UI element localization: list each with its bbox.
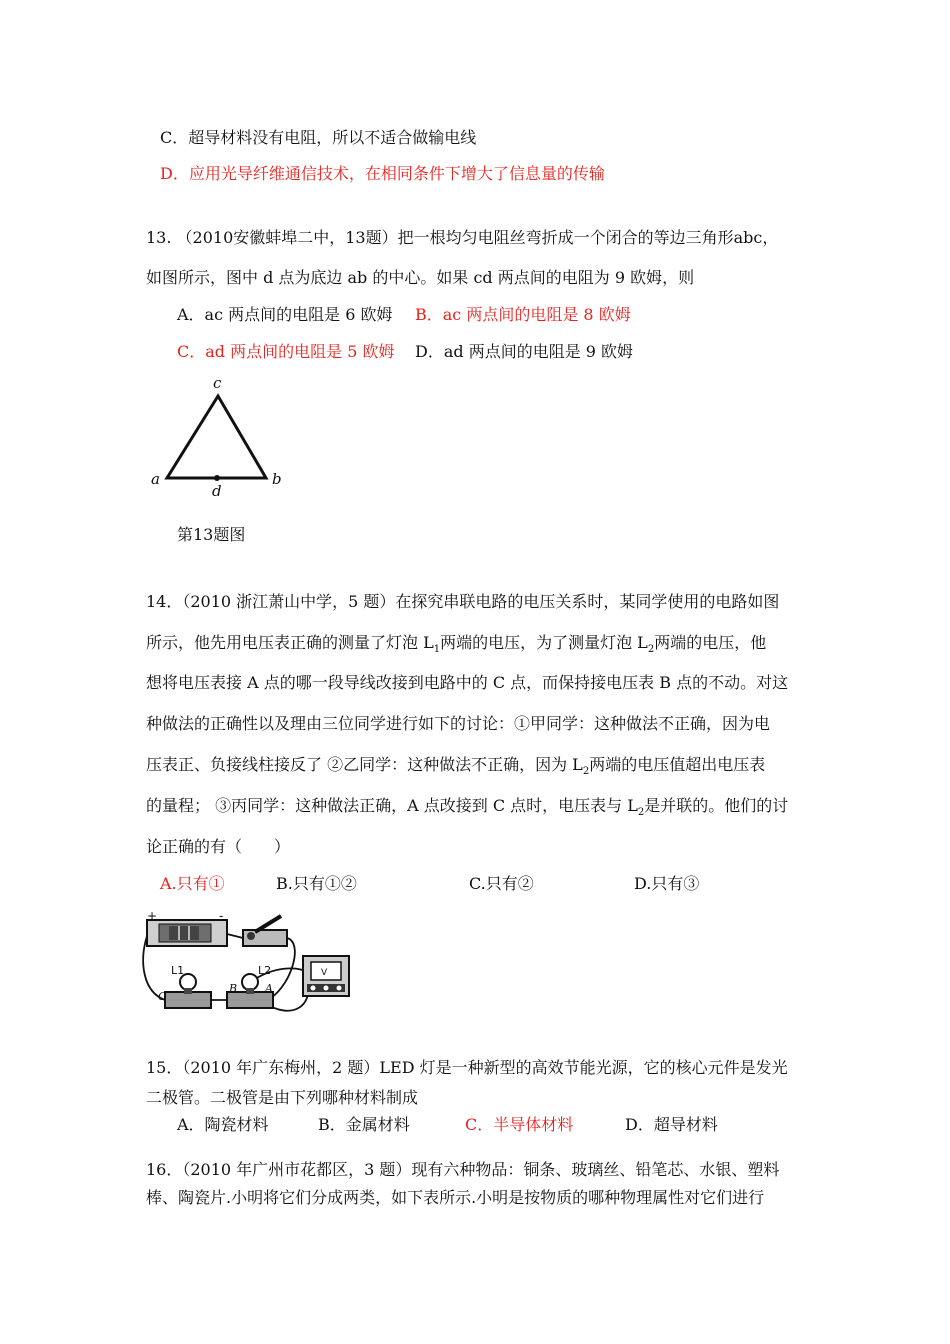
battery-plus-label: + <box>147 909 158 923</box>
bulb-l1-icon <box>165 974 211 1008</box>
q14-stem-line7: 论正确的有（ ） <box>146 837 291 856</box>
q14-option-a-answer: A.只有① <box>160 874 225 893</box>
q14-circuit-figure <box>143 909 355 1028</box>
q16-stem-line1: 16．（2010 年广州市花都区，3 题）现有六种物品：铜条、玻璃丝、铅笔芯、水银、塑料 <box>146 1160 780 1179</box>
battery-icon <box>147 920 227 946</box>
label-b: b <box>272 470 282 488</box>
point-d <box>214 475 220 481</box>
q14-option-b: B.只有①② <box>276 874 357 893</box>
q14-stem-line3: 想将电压表接 A 点的哪一段导线改接到电路中的 C 点，而保持接电压表 B 点的不动。对这 <box>146 673 789 692</box>
q13-option-d: D．ad 两点间的电阻是 9 欧姆 <box>415 342 634 361</box>
q15-option-c-answer: C．半导体材料 <box>465 1115 574 1134</box>
q15-stem-line2: 二极管。二极管是由下列哪种材料制成 <box>146 1088 419 1107</box>
q12-option-d-answer: D．应用光导纤维通信技术，在相同条件下增大了信息量的传输 <box>160 164 605 183</box>
q13-figure-caption: 第13题图 <box>177 525 246 544</box>
label-a: a <box>151 470 160 488</box>
q14-option-d: D.只有③ <box>634 874 700 893</box>
q13-stem-line1: 13. （2010安徽蚌埠二中，13题）把一根均匀电阻丝弯折成一个闭合的等边三角形abc， <box>146 228 779 247</box>
q15-option-b: B．金属材料 <box>318 1115 410 1134</box>
q13-option-c-answer: C．ad 两点间的电阻是 5 欧姆 <box>177 342 395 361</box>
q13-triangle-figure <box>145 372 285 502</box>
q14-stem-line2: 所示，他先用电压表正确的测量了灯泡 $L_1$两端的电压，为了测量灯泡 $L_2$两端的电压，他 <box>146 633 767 656</box>
label-point-b: B <box>229 982 238 995</box>
label-l1: L1 <box>171 964 185 977</box>
triangle-abc <box>167 396 266 478</box>
q15-option-d: D．超导材料 <box>625 1115 718 1134</box>
voltmeter-label: V <box>321 968 328 978</box>
q14-stem-line5: 压表正、负接线柱接反了 ②乙同学：这种做法不正确，因为 $L_2$两端的电压值超出电压表 <box>146 755 766 778</box>
q12-option-c: C．超导材料没有电阻，所以不适合做输电线 <box>160 128 477 147</box>
q14-stem-line6: 的量程； ③丙同学：这种做法正确，A 点改接到 C 点时，电压表与 $L_2$是并联的。他们的讨 <box>146 796 789 819</box>
q14-stem-line4: 种做法的正确性以及理由三位同学进行如下的讨论：①甲同学：这种做法不正确，因为电 <box>146 714 771 733</box>
q13-option-a: A．ac 两点间的电阻是 6 欧姆 <box>177 305 393 324</box>
label-d: d <box>212 482 222 500</box>
switch-icon <box>243 916 287 946</box>
label-l2: L2 <box>258 964 272 977</box>
q14-option-c: C.只有② <box>469 874 534 893</box>
q14-stem-line1: 14．（2010 浙江萧山中学，5 题）在探究串联电路的电压关系时，某同学使用的电路如图 <box>146 592 780 611</box>
label-point-c: C <box>158 990 167 1003</box>
label-c: c <box>213 374 222 392</box>
q15-stem-line1: 15．（2010 年广东梅州，2 题）LED 灯是一种新型的高效节能光源，它的核心元件是发光 <box>146 1058 788 1077</box>
q13-stem-line2: 如图所示，图中 d 点为底边 ab 的中心。如果 cd 两点间的电阻为 9 欧姆，则 <box>146 268 695 287</box>
label-point-a: A <box>265 982 273 995</box>
battery-minus-label: - <box>219 909 224 923</box>
q15-option-a: A．陶瓷材料 <box>177 1115 269 1134</box>
q13-option-b-answer: B．ac 两点间的电阻是 8 欧姆 <box>415 305 631 324</box>
q16-stem-line2: 棒、陶瓷片.小明将它们分成两类，如下表所示.小明是按物质的哪种物理属性对它们进行 <box>146 1188 765 1207</box>
